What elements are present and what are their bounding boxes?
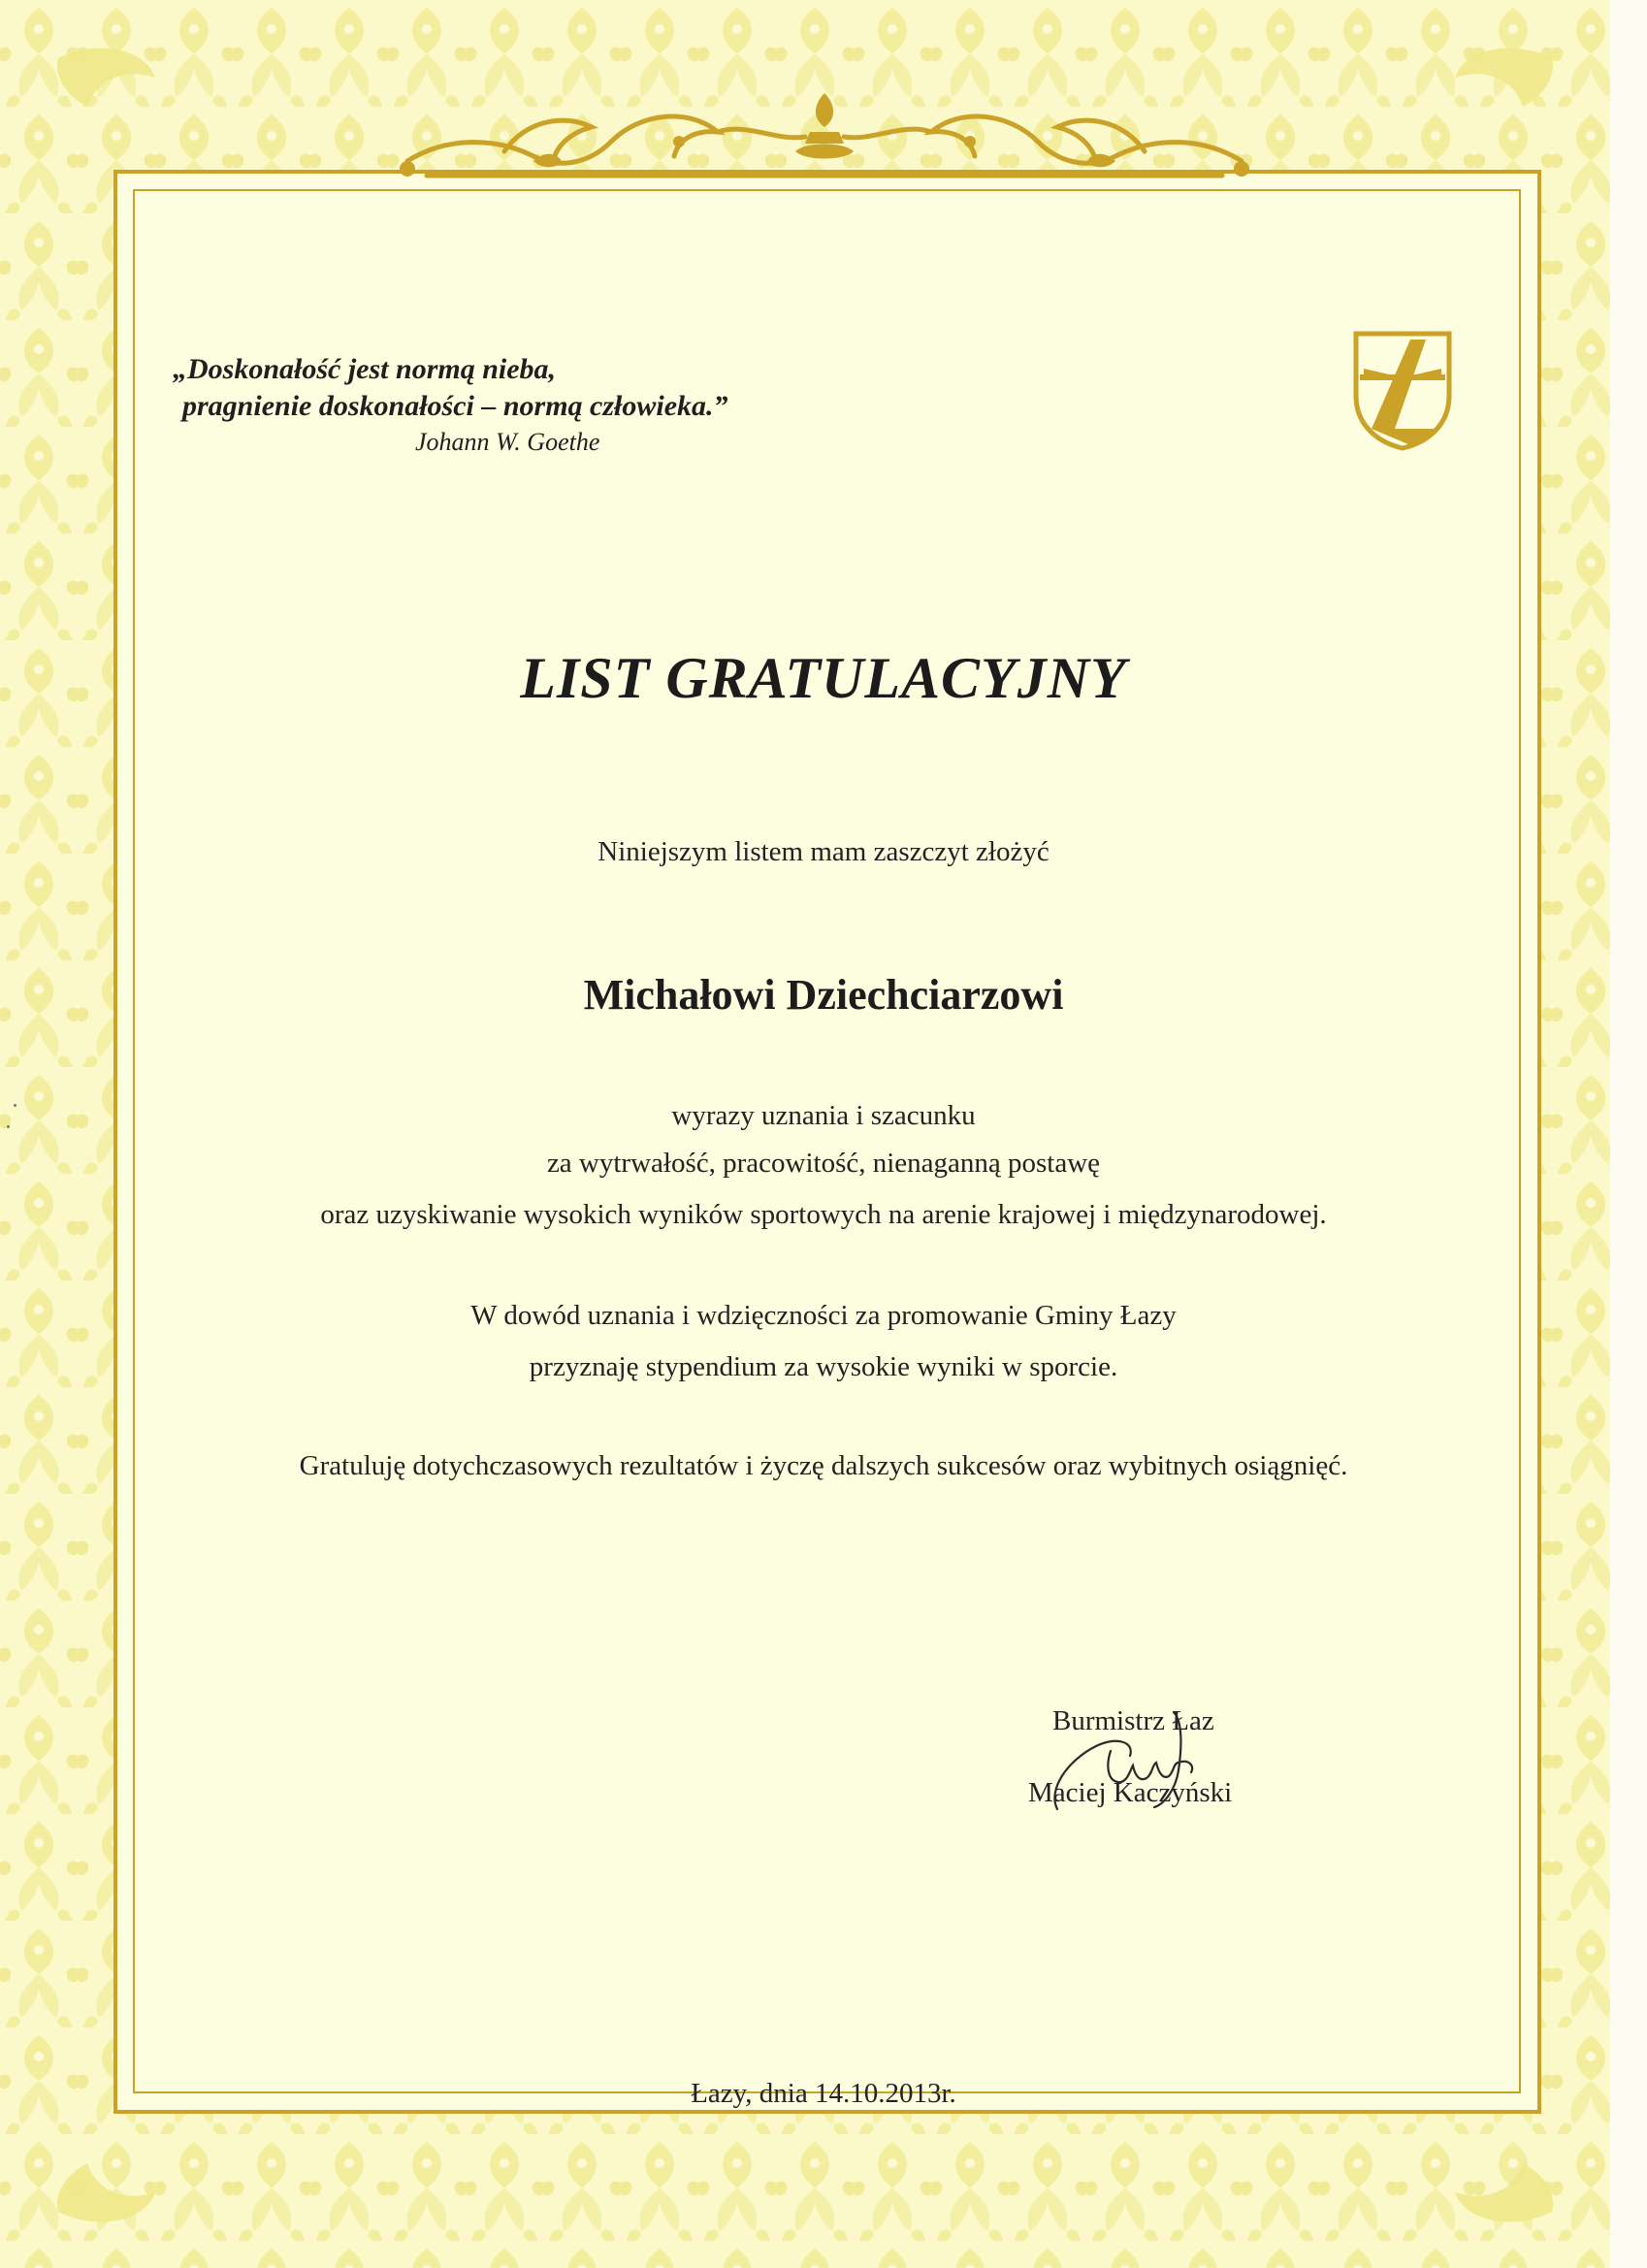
municipal-coat-of-arms-icon <box>1350 328 1455 452</box>
signatory-title: Burmistrz Łaz <box>1052 1705 1214 1736</box>
signatory-name: Maciej Kaczyński <box>1028 1777 1233 1808</box>
paragraph1-line-3: oraz uzyskiwanie wysokich wyników sportowych na arenie krajowej i międzynarodowej. <box>320 1199 1327 1230</box>
paragraph1-line-2: za wytrwałość, pracowitość, nienaganną postawę <box>546 1148 1101 1179</box>
gold-frame-inner <box>133 189 1521 2093</box>
quote-author: Johann W. Goethe <box>415 428 600 456</box>
handwritten-signature-icon <box>1038 1693 1232 1829</box>
scan-speck <box>14 1104 16 1107</box>
certificate-title: LIST GRATULACYJNY <box>520 646 1127 710</box>
scan-margin <box>1610 0 1647 2268</box>
closing-wishes: Gratuluję dotychczasowych rezultatów i życzę dalszych sukcesów oraz wybitnych osiągnięć. <box>299 1450 1348 1481</box>
intro-text: Niniejszym listem mam zaszczyt złożyć <box>597 836 1050 867</box>
quote-line-2: pragnienie doskonałości – normą człowieka.” <box>182 390 728 422</box>
scan-speck <box>7 1125 10 1128</box>
paragraph2-line-1: W dowód uznania i wdzięczności za promowanie Gminy Łazy <box>470 1300 1177 1331</box>
paragraph1-line-1: wyrazy uznania i szacunku <box>671 1100 976 1131</box>
place-and-date: Łazy, dnia 14.10.2013r. <box>691 2078 956 2109</box>
recipient-name: Michałowi Dziechciarzowi <box>583 971 1064 1019</box>
gold-crest-ornament-icon <box>388 83 1261 190</box>
goethe-quote <box>173 351 852 460</box>
paragraph2-line-2: przyznaję stypendium za wysokie wyniki w sporcie. <box>529 1351 1118 1382</box>
quote-line-1: „Doskonałość jest normą nieba, <box>173 353 557 385</box>
